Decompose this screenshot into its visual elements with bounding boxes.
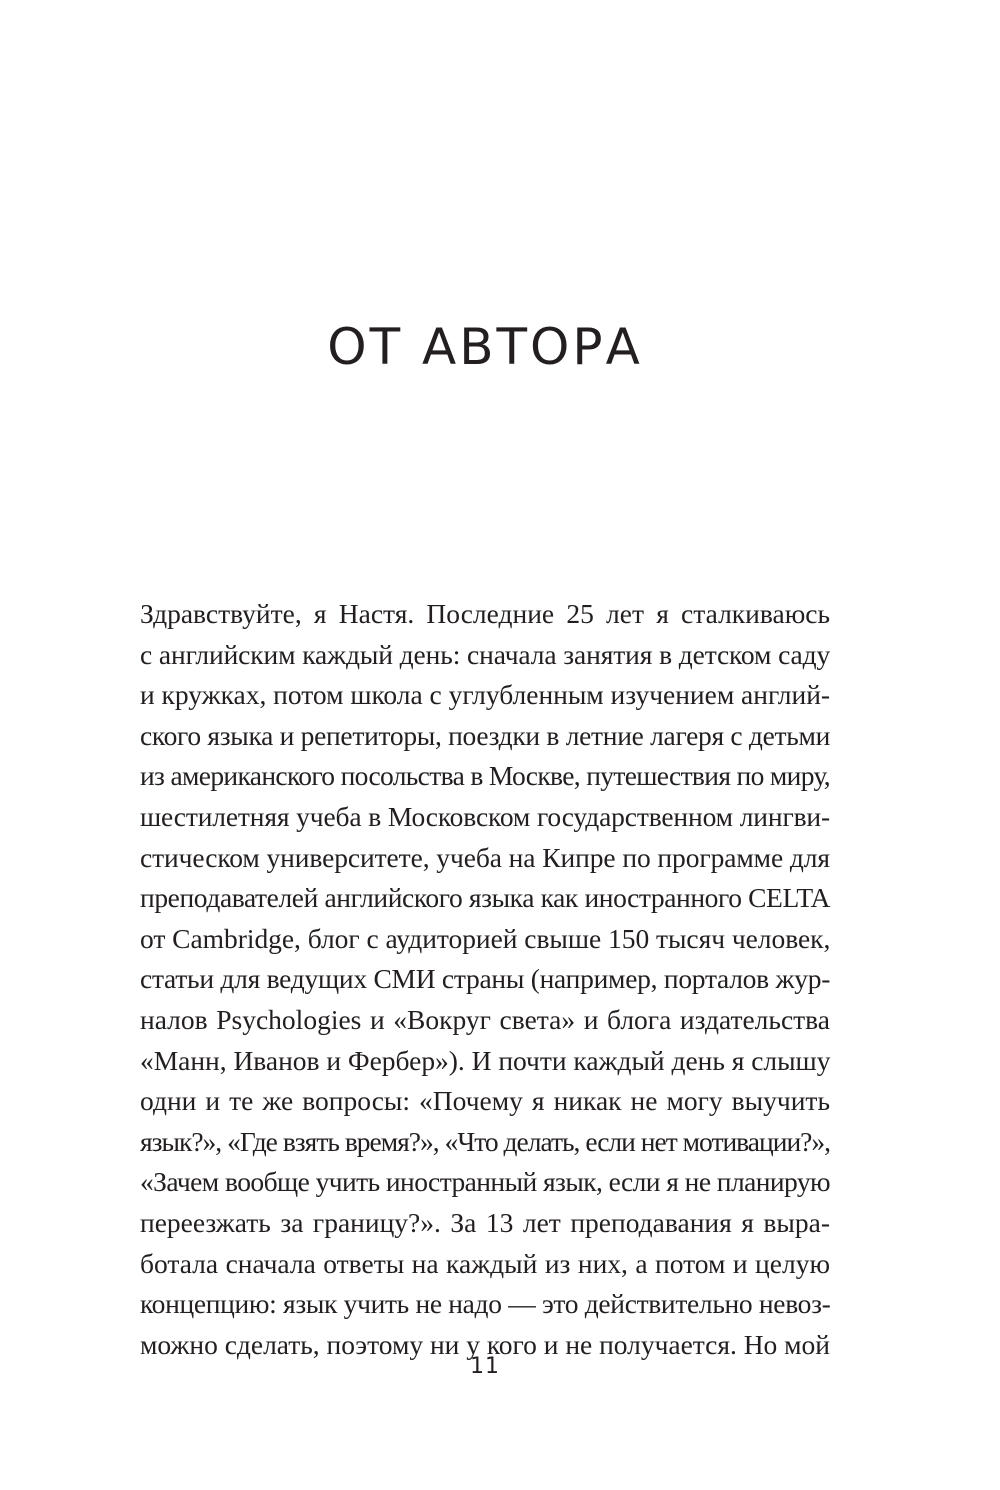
text-line: переезжать за границу?». За 13 лет преподавания я выра- (140, 1206, 830, 1238)
text-line: статьи для ведущих СМИ страны (например, порталов жур- (140, 963, 831, 995)
text-line: Здравствуйте, я Настя. Последние 25 лет я сталкиваюсь (140, 598, 830, 629)
text-line: ского языка и репетиторы, поездки в летние лагеря с детьми (140, 719, 830, 751)
text-line: «Зачем вообще учить иностранный язык, если я не планирую (140, 1166, 830, 1198)
text-line: с английским каждый день: сначала занятия в детском саду (140, 638, 831, 670)
text-line: преподавателей английского языка как иностранного CELTA (140, 882, 830, 914)
text-line: от Cambridge, блог с аудиторией свыше 150 тысяч человек, (140, 922, 831, 954)
chapter-title: ОТ АВТОРА (327, 318, 643, 376)
page-number: 11 (470, 1354, 500, 1379)
text-line: «Манн, Иванов и Фербер»). И почти каждый день я слышу (140, 1044, 831, 1076)
text-line: ботала сначала ответы на каждый из них, а потом и целую (140, 1247, 830, 1279)
text-line: можно сделать, поэтому ни у кого и не получается. Но мой (140, 1328, 830, 1360)
text-line: из американского посольства в Москве, путешествия по миру, (140, 760, 831, 792)
text-line: и кружках, потом школа с углубленным изучением англий- (140, 679, 831, 711)
text-line: стическом университете, учеба на Кипре по программе для (140, 841, 830, 873)
text-line: одни и те же вопросы: «Почему я никак не могу выучить (140, 1085, 830, 1117)
text-line: налов Psychologies и «Вокруг света» и блога издательства (140, 1003, 830, 1035)
text-line: язык?», «Где взять время?», «Что делать, если нет мотивации?», (140, 1125, 830, 1157)
text-line: шестилетняя учеба в Московском государственном лингви- (140, 800, 830, 832)
body-paragraph (140, 594, 830, 1365)
text-line: концепцию: язык учить не надо — это действительно невоз- (140, 1288, 831, 1320)
